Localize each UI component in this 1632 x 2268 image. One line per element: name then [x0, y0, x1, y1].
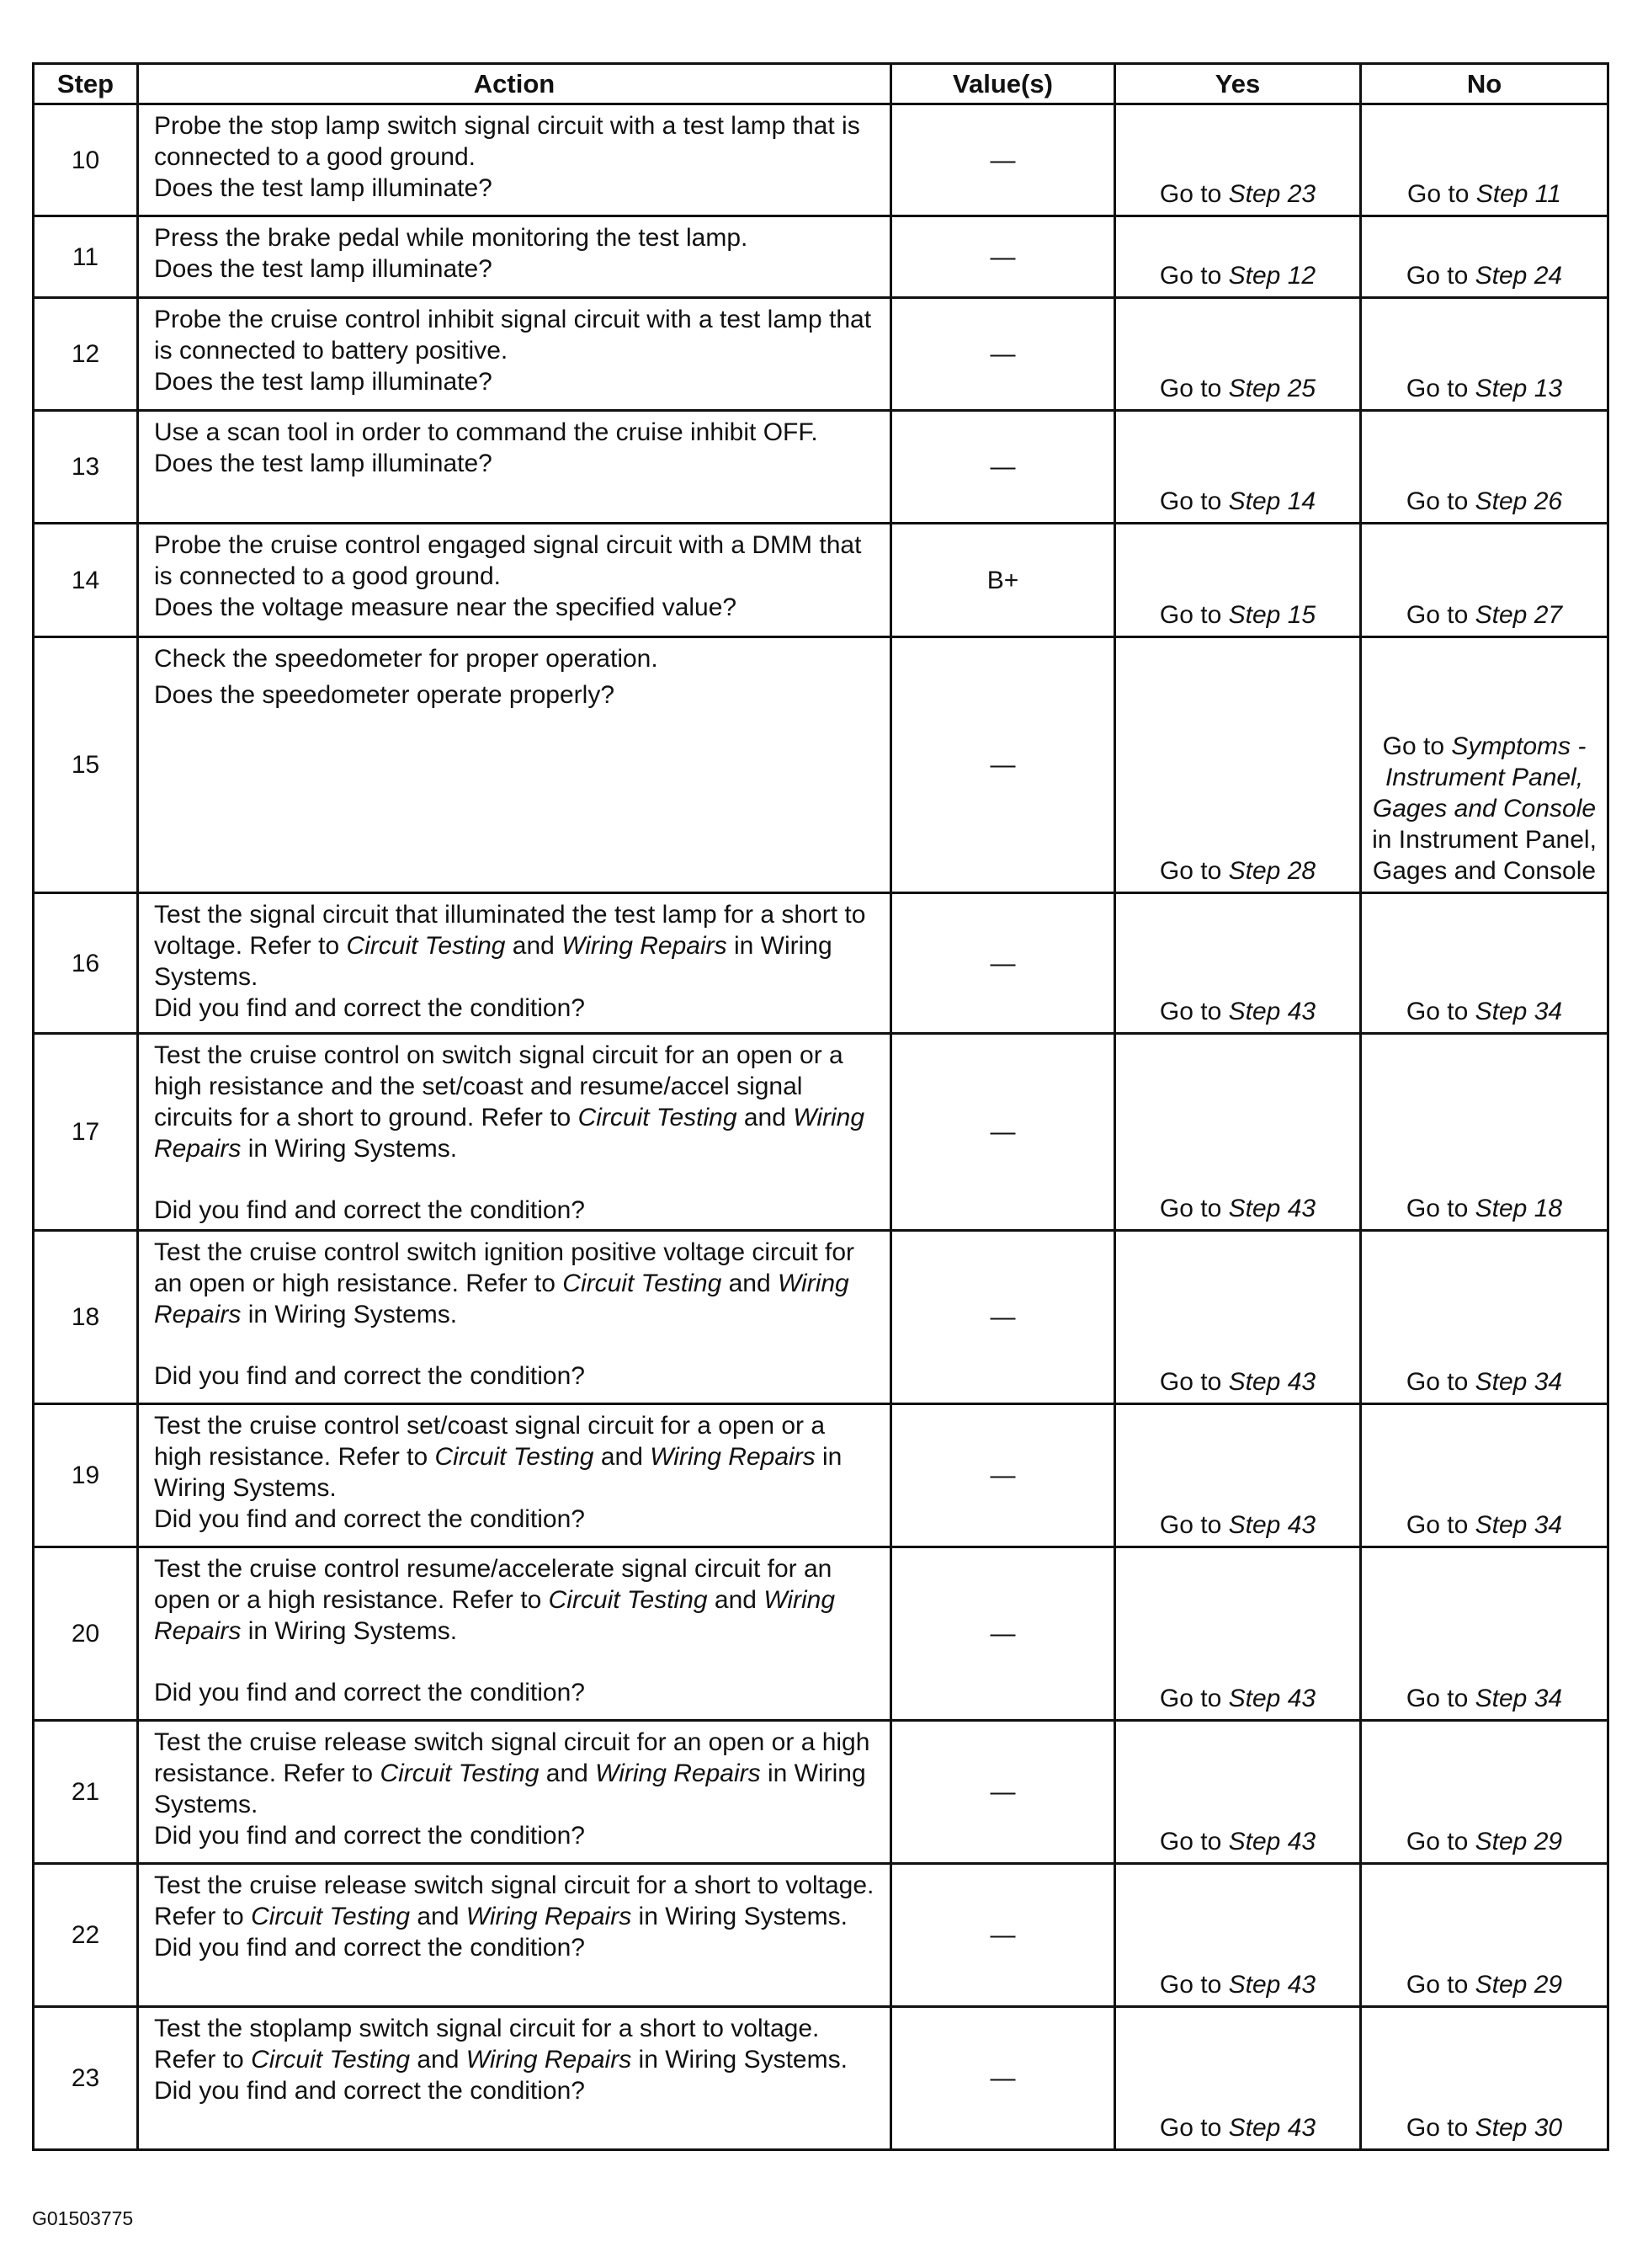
text-run: and: [505, 932, 562, 960]
table-row: [34, 1721, 1608, 1864]
cross-reference: Wiring Repairs: [650, 1443, 816, 1471]
table-row: [34, 1404, 1608, 1547]
header-row: [34, 64, 1608, 104]
value-cell: —: [891, 1721, 1115, 1864]
text-run: Go to: [1406, 601, 1475, 629]
text-run: Go to: [1159, 180, 1229, 208]
table-row: [34, 893, 1608, 1034]
step-number: 15: [34, 637, 138, 893]
step-number: 10: [34, 104, 138, 216]
no-cell: [1361, 1721, 1608, 1864]
text-run: Did you find and correct the condition?: [154, 1362, 585, 1390]
yes-cell: [1115, 411, 1361, 524]
table-row: [34, 298, 1608, 411]
cross-reference: Wiring Repairs: [154, 1270, 849, 1328]
text-run: Go to: [1159, 1195, 1229, 1222]
action-question: [154, 1820, 878, 1851]
no-cell: [1361, 1864, 1608, 2007]
table-row: [34, 411, 1608, 524]
table-row: [34, 637, 1608, 893]
text-run: Go to: [1159, 1828, 1229, 1855]
action-cell: [138, 1034, 891, 1231]
no-cell: [1361, 637, 1608, 893]
no-cell: [1361, 104, 1608, 216]
action-cell: [138, 298, 891, 411]
cross-reference: Symptoms - Instrument Panel, Gages and Console: [1372, 732, 1597, 823]
cross-reference: Step 34: [1475, 1685, 1563, 1712]
text-run: in Instrument Panel, Gages and Console: [1372, 826, 1597, 885]
value-cell: —: [891, 1864, 1115, 2007]
yes-cell: [1115, 637, 1361, 893]
text-run: Did you find and correct the condition?: [154, 2077, 585, 2105]
table-row: [34, 2007, 1608, 2150]
text-run: in Wiring Systems.: [631, 2046, 848, 2074]
cross-reference: Step 43: [1228, 1195, 1316, 1222]
header-yes: Yes: [1115, 64, 1361, 104]
action-instruction: [154, 1553, 878, 1647]
action-question: [154, 2075, 878, 2106]
text-run: Go to: [1159, 262, 1229, 290]
cross-reference: Wiring Repairs: [595, 1760, 761, 1787]
text-run: in Wiring Systems.: [631, 1903, 848, 1930]
cross-reference: Step 34: [1475, 998, 1563, 1025]
yes-cell: [1115, 1404, 1361, 1547]
step-number: 12: [34, 298, 138, 411]
step-number: 16: [34, 893, 138, 1034]
text-run: Test the signal circuit that illuminated the test lamp for a short to voltage. Refer to: [154, 901, 866, 960]
action-question: [154, 1677, 878, 1708]
action-question: [154, 1932, 878, 1963]
cross-reference: Step 25: [1228, 375, 1316, 402]
action-instruction: [154, 1727, 878, 1820]
yes-cell: [1115, 524, 1361, 637]
action-instruction: [154, 1410, 878, 1504]
table-row: [34, 1231, 1608, 1404]
text-run: Test the cruise control resume/accelerate signal circuit for an open or a high resistance. Refer to: [154, 1555, 832, 1614]
step-number: 19: [34, 1404, 138, 1547]
text-run: Go to: [1159, 601, 1229, 629]
action-instruction: [154, 899, 878, 993]
action-instruction: [154, 110, 878, 173]
action-cell: [138, 637, 891, 893]
text-run: Did you find and correct the condition?: [154, 1822, 585, 1850]
yes-cell: [1115, 893, 1361, 1034]
text-run: and: [410, 1903, 466, 1930]
value-cell: —: [891, 216, 1115, 298]
no-cell: [1361, 298, 1608, 411]
table-row: [34, 1547, 1608, 1721]
text-run: Does the test lamp illuminate?: [154, 255, 492, 283]
text-run: Did you find and correct the condition?: [154, 1196, 585, 1224]
text-run: and: [736, 1104, 794, 1131]
cross-reference: Wiring Repairs: [465, 2046, 632, 2074]
cross-reference: Step 18: [1475, 1195, 1563, 1222]
yes-cell: [1115, 298, 1361, 411]
yes-cell: [1115, 1864, 1361, 2007]
cross-reference: Step 13: [1475, 375, 1563, 402]
value-cell: —: [891, 2007, 1115, 2150]
no-cell: [1361, 1547, 1608, 1721]
text-run: Go to: [1406, 1368, 1475, 1396]
action-cell: [138, 524, 891, 637]
text-run: Go to: [1406, 487, 1475, 515]
no-cell: [1361, 1231, 1608, 1404]
text-run: Go to: [1159, 857, 1229, 885]
action-cell: [138, 1864, 891, 2007]
cross-reference: Step 43: [1228, 1828, 1316, 1855]
text-run: Did you find and correct the condition?: [154, 1679, 585, 1706]
cross-reference: Circuit Testing: [562, 1270, 722, 1297]
action-question: [154, 1504, 878, 1535]
text-run: and: [410, 2046, 466, 2074]
action-instruction: [154, 1237, 878, 1330]
text-run: Go to: [1406, 2114, 1475, 2142]
text-run: in Wiring Systems.: [154, 1760, 866, 1818]
action-instruction: [154, 530, 878, 592]
cross-reference: Step 30: [1475, 2114, 1563, 2142]
text-run: Go to: [1159, 487, 1229, 515]
text-run: Go to: [1159, 1511, 1229, 1539]
text-run: in Wiring Systems.: [154, 932, 832, 991]
action-cell: [138, 216, 891, 298]
yes-cell: [1115, 1547, 1361, 1721]
action-instruction: [154, 304, 878, 366]
text-run: Go to: [1406, 262, 1475, 290]
action-question: [154, 366, 878, 397]
cross-reference: Step 43: [1228, 998, 1316, 1025]
text-run: Press the brake pedal while monitoring the test lamp.: [154, 224, 748, 252]
action-cell: [138, 104, 891, 216]
cross-reference: Step 43: [1228, 1685, 1316, 1712]
table-row: [34, 1864, 1608, 2007]
text-run: Did you find and correct the condition?: [154, 1934, 585, 1962]
text-run: Test the cruise control on switch signal circuit for an open or a high resistance and the set/coast and resume/accel signal circuits for a short to ground. Refer to: [154, 1041, 843, 1131]
step-number: 22: [34, 1864, 138, 2007]
action-question: [154, 993, 878, 1024]
step-number: 17: [34, 1034, 138, 1231]
text-run: Test the stoplamp switch signal circuit for a short to voltage. Refer to: [154, 2015, 820, 2074]
cross-reference: Circuit Testing: [380, 1760, 540, 1787]
cross-reference: Step 43: [1228, 1368, 1316, 1396]
action-cell: [138, 1231, 891, 1404]
yes-cell: [1115, 1231, 1361, 1404]
action-cell: [138, 1404, 891, 1547]
header-values: Value(s): [891, 64, 1115, 104]
yes-cell: [1115, 2007, 1361, 2150]
text-run: Does the test lamp illuminate?: [154, 174, 492, 202]
action-instruction: [154, 643, 878, 674]
text-run: in Wiring Systems.: [241, 1301, 458, 1328]
figure-id: G01503775: [32, 2207, 134, 2229]
text-run: Go to: [1382, 732, 1452, 760]
text-run: Use a scan tool in order to command the cruise inhibit OFF.: [154, 418, 818, 446]
yes-cell: [1115, 216, 1361, 298]
table-row: [34, 1034, 1608, 1231]
action-question: [154, 173, 878, 204]
action-instruction: [154, 1040, 878, 1164]
text-run: Go to: [1406, 1828, 1475, 1855]
action-question: [154, 1195, 878, 1226]
no-cell: [1361, 524, 1608, 637]
text-run: Does the test lamp illuminate?: [154, 450, 492, 477]
cross-reference: Circuit Testing: [577, 1104, 737, 1131]
cross-reference: Circuit Testing: [251, 1903, 411, 1930]
table-row: [34, 216, 1608, 298]
value-cell: —: [891, 1547, 1115, 1721]
table-body: [34, 104, 1608, 2150]
text-run: Test the cruise release switch signal circuit for an open or a high resistance. Refer to: [154, 1728, 870, 1787]
cross-reference: Step 11: [1475, 180, 1561, 208]
text-run: Does the test lamp illuminate?: [154, 368, 492, 396]
step-number: 11: [34, 216, 138, 298]
action-question: [154, 592, 878, 623]
cross-reference: Step 15: [1228, 601, 1316, 629]
cross-reference: Wiring Repairs: [154, 1104, 865, 1163]
step-number: 14: [34, 524, 138, 637]
text-run: Test the cruise control switch ignition positive voltage circuit for an open or high resistance. Refer to: [154, 1238, 855, 1297]
value-cell: B+: [891, 524, 1115, 637]
cross-reference: Circuit Testing: [548, 1586, 708, 1614]
value-cell: —: [891, 893, 1115, 1034]
cross-reference: Wiring Repairs: [154, 1586, 836, 1645]
text-run: Probe the cruise control inhibit signal circuit with a test lamp that is connected to battery positive.: [154, 306, 872, 365]
action-instruction: [154, 222, 878, 253]
text-run: and: [721, 1270, 778, 1297]
text-run: Test the cruise control set/coast signal circuit for a open or a high resistance. Refer to: [154, 1412, 826, 1471]
step-number: 13: [34, 411, 138, 524]
cross-reference: Step 29: [1475, 1828, 1563, 1855]
text-run: Go to: [1159, 375, 1229, 402]
cross-reference: Circuit Testing: [346, 932, 506, 960]
cross-reference: Step 12: [1228, 262, 1316, 290]
text-run: in Wiring Systems.: [154, 1443, 843, 1502]
cross-reference: Step 29: [1475, 1971, 1563, 1999]
text-run: Test the cruise release switch signal circuit for a short to voltage. Refer to: [154, 1871, 874, 1930]
action-cell: [138, 893, 891, 1034]
cross-reference: Step 23: [1228, 180, 1316, 208]
yes-cell: [1115, 104, 1361, 216]
action-question: [154, 679, 878, 711]
step-number: 23: [34, 2007, 138, 2150]
no-cell: [1361, 1404, 1608, 1547]
cross-reference: Circuit Testing: [434, 1443, 594, 1471]
header-action: Action: [138, 64, 891, 104]
step-number: 20: [34, 1547, 138, 1721]
text-run: Go to: [1159, 1971, 1229, 1999]
text-run: Check the speedometer for proper operation.: [154, 645, 658, 673]
cross-reference: Step 43: [1228, 2114, 1316, 2142]
step-number: 21: [34, 1721, 138, 1864]
cross-reference: Step 43: [1228, 1971, 1316, 1999]
cross-reference: Step 34: [1475, 1368, 1563, 1396]
action-cell: [138, 2007, 891, 2150]
cross-reference: Step 26: [1475, 487, 1563, 515]
text-run: in Wiring Systems.: [241, 1617, 458, 1645]
text-run: Probe the cruise control engaged signal circuit with a DMM that is connected to a good ground.: [154, 531, 862, 590]
text-run: Go to: [1406, 998, 1475, 1025]
cross-reference: Step 27: [1475, 601, 1563, 629]
cross-reference: Step 24: [1475, 262, 1563, 290]
table-row: [34, 524, 1608, 637]
value-cell: —: [891, 1231, 1115, 1404]
cross-reference: Step 14: [1228, 487, 1316, 515]
no-cell: [1361, 1034, 1608, 1231]
value-cell: —: [891, 298, 1115, 411]
no-cell: [1361, 216, 1608, 298]
header-step: Step: [34, 64, 138, 104]
cross-reference: Wiring Repairs: [465, 1903, 632, 1930]
header-no: No: [1361, 64, 1608, 104]
text-run: Go to: [1159, 998, 1229, 1025]
value-cell: —: [891, 1404, 1115, 1547]
text-run: Go to: [1406, 375, 1475, 402]
value-cell: —: [891, 637, 1115, 893]
cross-reference: Step 43: [1228, 1511, 1316, 1539]
text-run: and: [539, 1760, 596, 1787]
yes-cell: [1115, 1721, 1361, 1864]
no-cell: [1361, 411, 1608, 524]
text-run: Probe the stop lamp switch signal circuit with a test lamp that is connected to a good ground.: [154, 112, 860, 171]
cross-reference: Circuit Testing: [251, 2046, 411, 2074]
action-cell: [138, 411, 891, 524]
no-cell: [1361, 2007, 1608, 2150]
action-cell: [138, 1721, 891, 1864]
text-run: Does the speedometer operate properly?: [154, 681, 615, 709]
action-instruction: [154, 1870, 878, 1932]
text-run: Does the voltage measure near the specified value?: [154, 594, 737, 621]
text-run: Go to: [1159, 2114, 1229, 2142]
no-cell: [1361, 893, 1608, 1034]
table-row: [34, 104, 1608, 216]
action-instruction: [154, 2013, 878, 2075]
cross-reference: Step 28: [1228, 857, 1316, 885]
text-run: and: [707, 1586, 764, 1614]
action-instruction: [154, 417, 878, 448]
action-question: [154, 253, 878, 285]
text-run: Go to: [1406, 1511, 1475, 1539]
text-run: Go to: [1407, 180, 1476, 208]
value-cell: —: [891, 1034, 1115, 1231]
text-run: in Wiring Systems.: [241, 1135, 458, 1163]
text-run: and: [593, 1443, 651, 1471]
cross-reference: Step 34: [1475, 1511, 1563, 1539]
yes-cell: [1115, 1034, 1361, 1231]
value-cell: —: [891, 104, 1115, 216]
text-run: Did you find and correct the condition?: [154, 1505, 585, 1533]
diagnostic-table: [32, 62, 1609, 2151]
value-cell: —: [891, 411, 1115, 524]
cross-reference: Wiring Repairs: [561, 932, 727, 960]
text-run: Go to: [1159, 1368, 1229, 1396]
step-number: 18: [34, 1231, 138, 1404]
action-cell: [138, 1547, 891, 1721]
action-question: [154, 448, 878, 479]
text-run: Go to: [1159, 1685, 1229, 1712]
text-run: Go to: [1406, 1971, 1475, 1999]
text-run: Go to: [1406, 1195, 1475, 1222]
text-run: Did you find and correct the condition?: [154, 994, 585, 1022]
text-run: Go to: [1406, 1685, 1475, 1712]
action-question: [154, 1360, 878, 1392]
